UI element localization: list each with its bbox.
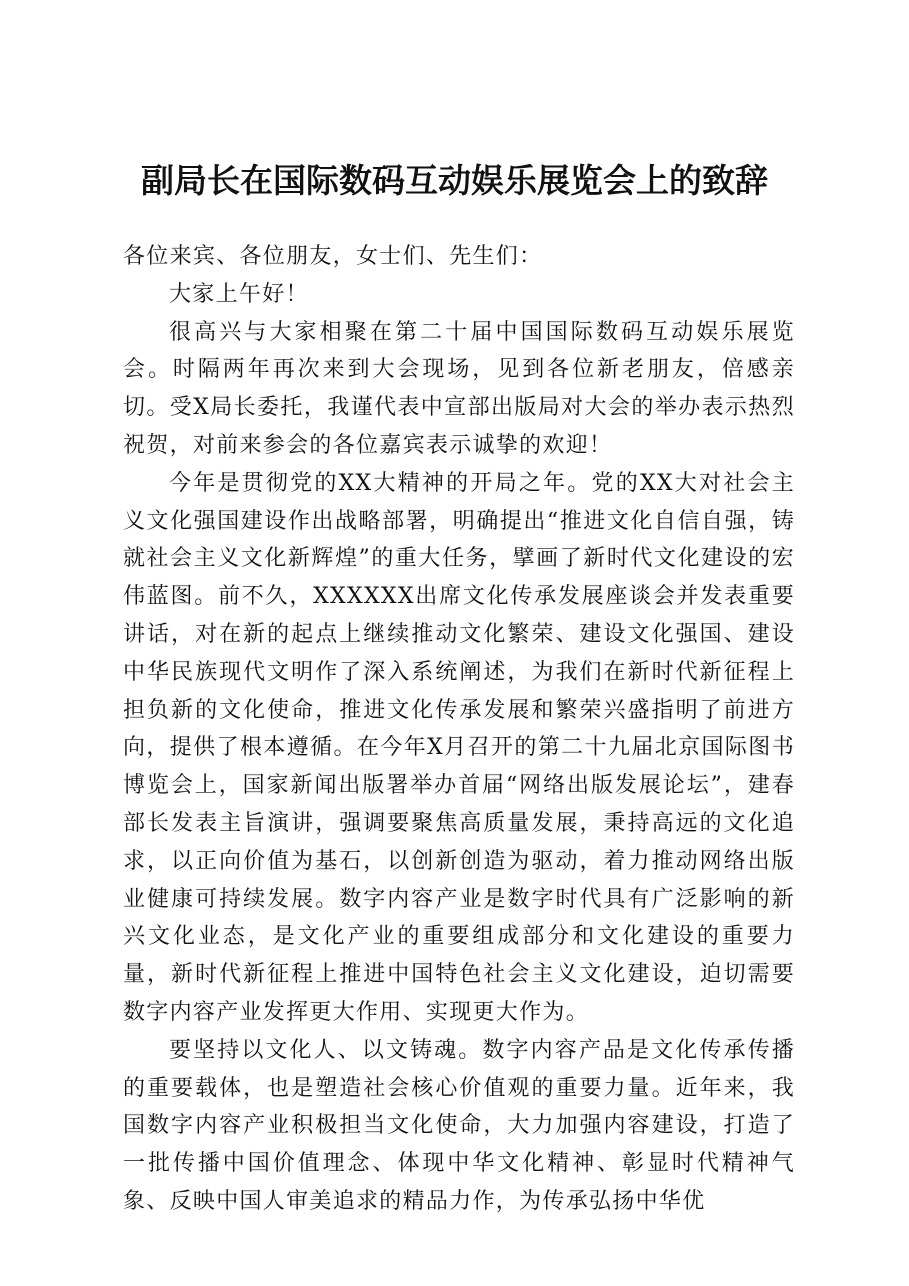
body-paragraph: 今年是贯彻党的XX大精神的开局之年。党的XX大对社会主义文化强国建设作出战略部署，明确提出“推进文化自信自强，铸就社会主义文化新辉煌”的重大任务，擘画了新时代文化建设的宏伟蓝图。前不久，XXXXXX出席文化传承发展座谈会并发表重要讲话，对在新的起点上继续推动文化繁荣、建设文化强国、建设中华民族现代文明作了深入系统阐述，为我们在新时代新征程上担负新的文化使命，推进文化传承发展和繁荣兴盛指明了前进方向，提供了根本遵循。在今年X月召开的第二十九届北京国际图书博览会上，国家新闻出版署举办首届“网络出版发展论坛”，建春部长发表主旨演讲，强调要聚焦高质量发展，秉持高远的文化追求，以正向价值为基石，以创新创造为驱动，着力推动网络出版业健康可持续发展。数字内容产业是数字时代具有广泛影响的新兴文化业态，是文化产业的重要组成部分和文化建设的重要力量，新时代新征程上推进中国特色社会主义文化建设，迫切需要数字内容产业发挥更大作用、实现更大作为。 [123,470,795,1025]
greeting-paragraph: 大家上午好！ [169,281,309,307]
body-paragraph: 要坚持以文化人、以文铸魂。数字内容产品是文化传承传播的重要载体，也是塑造社会核心价值观的重要力量。近年来，我国数字内容产业积极担当文化使命，大力加强内容建设，打造了一批传播中国价值理念、体现中华文化精神、彰显时代精神气象、反映中国人审美追求的精品力作，为传承弘扬中华优 [123,1037,795,1214]
document-body [123,238,795,1221]
document-title: 副局长在国际数码互动娱乐展览会上的致辞 [141,161,768,200]
body-paragraph: 很高兴与大家相聚在第二十届中国国际数码互动娱乐展览会。时隔两年再次来到大会现场，见到各位新老朋友，倍感亲切。受X局长委托，我谨代表中宣部出版局对大会的举办表示热烈祝贺，对前来参会的各位嘉宾表示诚挚的欢迎！ [123,319,795,458]
salutation-paragraph: 各位来宾、各位朋友，女士们、先生们： [123,244,543,269]
